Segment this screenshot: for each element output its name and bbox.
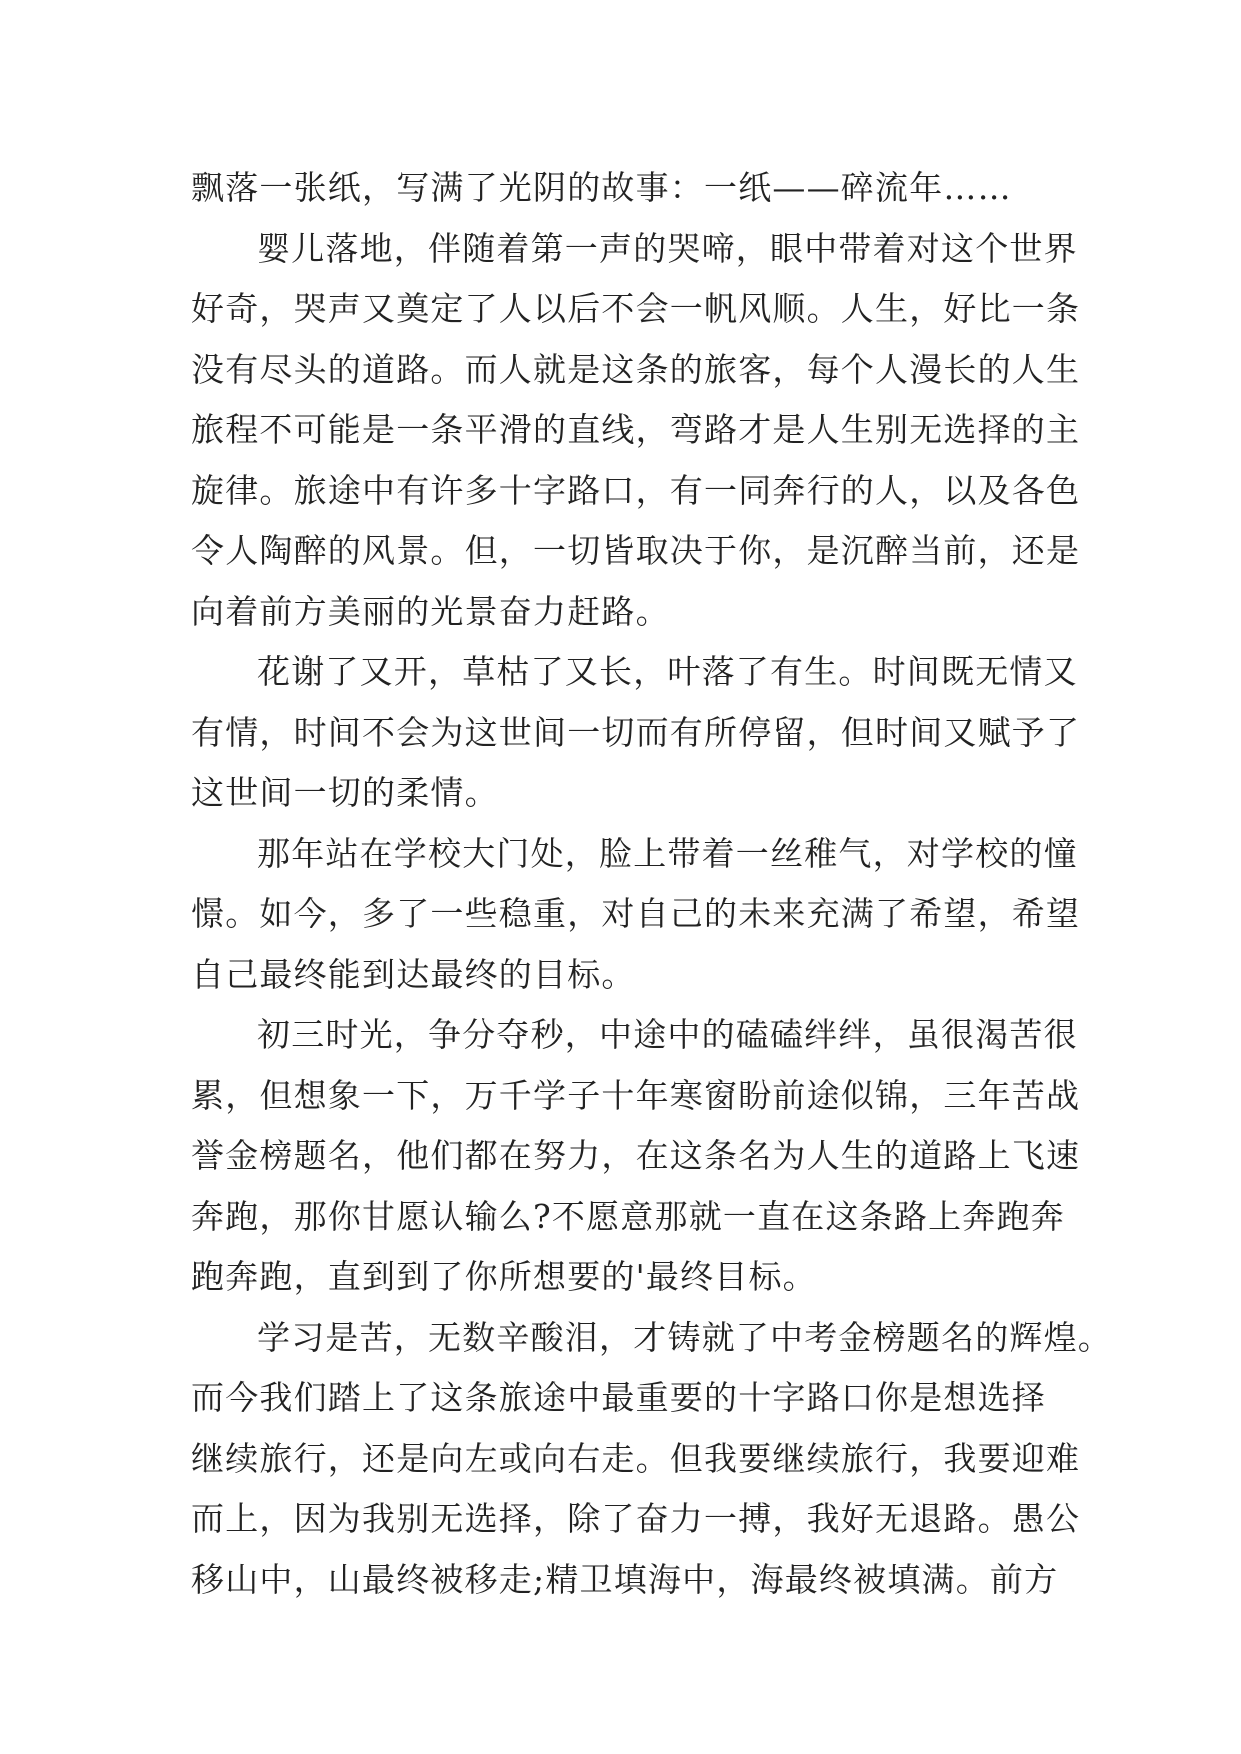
text-line: 没有尽头的道路。而人就是这条的旅客，每个人漫长的人生: [191, 349, 1081, 389]
essay-body: [191, 158, 1112, 1610]
text-line: 旅程不可能是一条平滑的直线，弯路才是人生别无选择的主: [191, 410, 1081, 449]
text-line: 初三时光，争分夺秒，中途中的磕磕绊绊，虽很渴苦很: [257, 1015, 1078, 1054]
text-line: 婴儿落地，伴随着第一声的哭啼，眼中带着对这个世界: [257, 228, 1078, 268]
text-line: 旋律。旅途中有许多十字路口，有一同奔行的人，以及各色: [191, 470, 1081, 510]
text-line: 继续旅行，还是向左或向右走。但我要继续旅行，我要迎难: [191, 1438, 1081, 1478]
text-line: 跑奔跑，直到到了你所想要的'最终目标。: [191, 1257, 817, 1296]
text-line: 好奇，哭声又奠定了人以后不会一帆风顺。人生，好比一条: [191, 289, 1081, 328]
text-line: 憬。如今，多了一些稳重，对自己的未来充满了希望，希望: [191, 894, 1081, 933]
text-line: 学习是苦，无数辛酸泪，才铸就了中考金榜题名的辉煌。: [257, 1317, 1112, 1357]
text-line: 花谢了又开，草枯了又长，叶落了有生。时间既无情又: [257, 652, 1078, 691]
text-line: 移山中，山最终被移走;精卫填海中，海最终被填满。前方: [191, 1559, 1059, 1599]
text-line: 而今我们踏上了这条旅途中最重要的十字路口你是想选择: [191, 1378, 1046, 1417]
text-line: 向着前方美丽的光景奋力赶路。: [191, 591, 670, 631]
text-line: 自己最终能到达最终的目标。: [191, 954, 636, 994]
text-line: 有情，时间不会为这世间一切而有所停留，但时间又赋予了: [191, 712, 1081, 752]
text-line: 飘落一张纸，写满了光阴的故事：一纸——碎流年……: [191, 168, 1012, 207]
text-line: 那年站在学校大门处，脸上带着一丝稚气，对学校的憧: [257, 833, 1078, 873]
text-line: 奔跑，那你甘愿认输么?不愿意那就一直在这条路上奔跑奔: [191, 1196, 1065, 1236]
text-line: 令人陶醉的风景。但，一切皆取决于你，是沉醉当前，还是: [191, 531, 1081, 570]
text-line: 誉金榜题名，他们都在努力，在这条名为人生的道路上飞速: [191, 1136, 1081, 1175]
text-line: 这世间一切的柔情。: [191, 773, 499, 812]
text-line: 累，但想象一下，万千学子十年寒窗盼前途似锦，三年苦战: [191, 1075, 1081, 1115]
text-line: 而上，因为我别无选择，除了奋力一搏，我好无退路。愚公: [191, 1499, 1081, 1538]
